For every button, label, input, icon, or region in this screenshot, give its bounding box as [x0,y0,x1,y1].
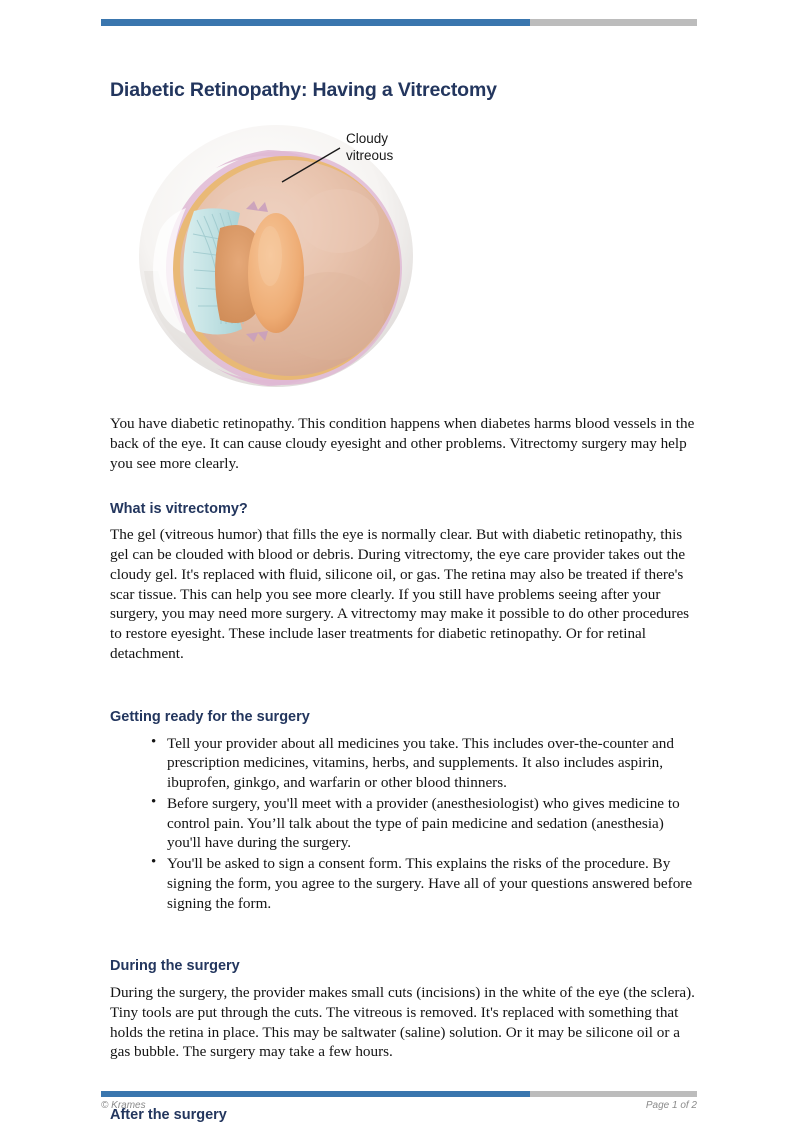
header-progress-fill [101,19,530,26]
footer-progress-bar [101,1091,697,1097]
section-heading-getting-ready: Getting ready for the surgery [110,708,310,725]
footer-progress-track [530,1091,697,1097]
page-footer [101,1100,697,1111]
header-progress-track [530,19,697,26]
section-paragraph-what-is-vitrectomy: The gel (vitreous humor) that fills the eye is normally clear. But with diabetic retinopathy, this gel can be clouded with blood or debris. During vitrectomy, the eye care provider takes out the cloudy gel. It's replaced with fluid, silicone oil, or gas. The retina may also be treated if there's scar tissue. This can help you see more clearly. If you still have problems seeing after your surgery, you may need more surgery. A vitrectomy may make it possible to do other procedures to restore eyesight. These include laser treatments for diabetic retinopathy. Or for retinal detachment. [110,526,690,662]
footer-progress-fill [101,1091,530,1097]
figure-label-line2: vitreous [346,148,394,164]
page-title: Diabetic Retinopathy: Having a Vitrectomy [110,79,497,101]
eye-anatomy-illustration [124,116,444,398]
list-item: • You'll be asked to sign a consent form. This explains the risks of the procedure. By signing the form, you agree to the surgery. Have all of your questions answered before signing the form. [151,854,695,913]
getting-ready-list [110,734,695,914]
section-paragraph-during-surgery: During the surgery, the provider makes small cuts (incisions) in the white of the eye (the sclera). Tiny tools are put through the cuts. The vitreous is removed. It's replaced with something that holds the retina in place. This may be saltwater (saline) solution. Or it may be silicone oil or a gas bubble. The surgery may take a few hours. [110,984,695,1061]
section-heading-during-surgery: During the surgery [110,958,240,975]
document-content [110,78,695,1132]
header-progress-bar [101,19,697,26]
footer-copyright: © Krames [101,1100,146,1111]
section-heading-what-is-vitrectomy: What is vitrectomy? [110,500,248,517]
intro-paragraph: You have diabetic retinopathy. This condition happens when diabetes harms blood vessels in the back of the eye. It can cause cloudy eyesight and other problems. Vitrectomy surgery may help you see more clearly. [110,415,695,472]
section-heading-after-surgery: After the surgery [110,1107,227,1124]
figure-label-line1: Cloudy [346,131,389,147]
footer-page-number: Page 1 of 2 [645,1100,697,1111]
list-item: • Tell your provider about all medicines you take. This includes over-the-counter and prescription medicines, vitamins, herbs, and supplements. It also includes aspirin, ibuprofen, ginkgo, and warfarin or other blood thinners. [151,734,695,793]
list-item: • Before surgery, you'll meet with a provider (anesthesiologist) who gives medicine to control pain. You’ll talk about the type of pain medicine and sedation (anesthesia) you'll have during the surgery. [151,794,695,853]
